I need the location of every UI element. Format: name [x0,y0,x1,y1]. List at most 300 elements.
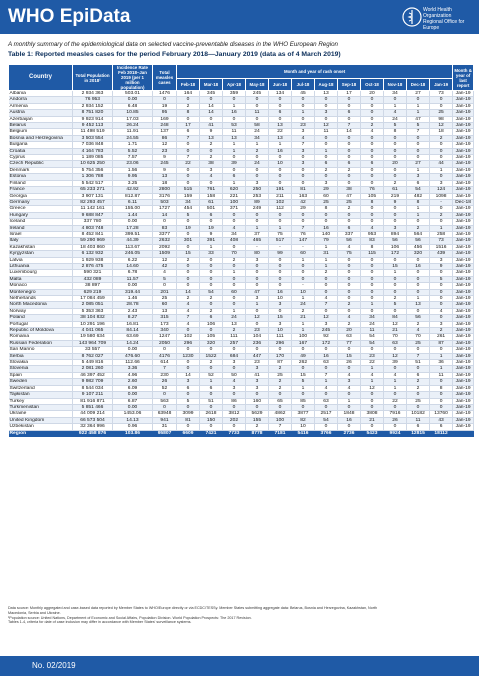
data-cell: 150 [200,417,223,423]
data-cell: 24 [361,321,384,327]
data-cell: 0 [384,97,407,103]
data-cell: 10.85 [113,110,153,116]
data-cell: Jan-19 [453,321,474,327]
data-cell: 2 [200,360,223,366]
data-cell: 37 [246,231,269,237]
data-cell: 3 [292,161,315,167]
data-cell: 3 [430,321,453,327]
data-cell: 0 [200,257,223,263]
data-cell: 100 [269,417,292,423]
data-cell: 0 [430,174,453,180]
data-cell: 0 [246,155,269,161]
data-cell: 60 [315,193,338,199]
data-cell: 76 [292,231,315,237]
data-cell: 1 [361,379,384,385]
data-cell: 1 [246,225,269,231]
data-cell: 49 [292,353,315,359]
data-cell: 0 [384,276,407,282]
data-cell: 1 [223,308,246,314]
data-cell: 0 [361,263,384,269]
data-cell: 245 [246,91,269,97]
data-cell: 2 [200,142,223,148]
data-cell: 0 [246,212,269,218]
data-cell: Jan-19 [453,219,474,225]
data-cell: 26 [384,417,407,423]
data-cell: 1 [292,328,315,334]
data-cell: 0 [223,116,246,122]
data-cell: 0 [246,308,269,314]
data-cell: 0 [223,263,246,269]
data-cell: 0 [223,347,246,353]
data-cell: 12 [315,123,338,129]
data-cell: 0 [223,424,246,430]
data-cell: 0 [338,424,361,430]
data-cell: 4 [315,385,338,391]
data-cell: 65 233 271 [73,187,113,193]
data-cell: 0 [292,212,315,218]
data-cell: 173 [153,321,177,327]
data-cell: 12 [384,353,407,359]
data-cell: 0 [384,148,407,154]
data-cell: Jan-19 [453,257,474,263]
data-cell: Jan-19 [453,270,474,276]
data-cell: 0 [430,296,453,302]
data-cell: 16 [223,110,246,116]
header-month: Feb-18 [177,78,200,90]
data-cell: 26 [153,379,177,385]
data-cell: Jan-19 [453,244,474,250]
data-cell: 0 [223,167,246,173]
data-cell: 1 [315,257,338,263]
data-cell: 137 [153,129,177,135]
data-cell: 1 [292,296,315,302]
data-cell: 2 [200,155,223,161]
data-cell: Jan-19 [453,372,474,378]
data-cell: 2 [430,328,453,334]
data-cell: 83 [153,225,177,231]
data-cell: 345 [200,91,223,97]
data-cell: 315 [153,315,177,321]
data-cell: 63 [338,334,361,340]
data-cell: 5 [177,212,200,218]
data-cell: 54 [315,417,338,423]
data-cell: 0 [200,392,223,398]
country-cell: Azerbaijan [9,116,73,122]
data-cell: 0 [177,263,200,269]
data-cell: 0 [361,180,384,186]
data-cell: 3 [292,129,315,135]
data-cell: 0 [200,180,223,186]
data-cell: 66 573 504 [73,417,113,423]
data-cell: 202 [223,417,246,423]
data-cell: 0 [246,174,269,180]
data-cell: 0.00 [113,219,153,225]
data-cell: 0 [361,404,384,410]
data-cell: 0 [269,103,292,109]
data-cell: 296 [269,340,292,346]
data-cell: 1 [315,244,338,250]
data-cell: Jan-19 [453,129,474,135]
data-cell: 221 [223,193,246,199]
data-cell: 2092 [153,244,177,250]
data-cell: 0 [200,366,223,372]
data-cell: 0 [315,174,338,180]
data-cell: 6.48 [113,103,153,109]
data-cell: 9 [153,155,177,161]
data-cell: 32 364 996 [73,424,113,430]
data-cell: 95 [153,110,177,116]
data-cell: 0 [338,308,361,314]
data-cell: 0 [292,155,315,161]
data-cell: Jan-19 [453,193,474,199]
data-cell: 60 [153,302,177,308]
data-cell: 10 [269,161,292,167]
data-cell: 1 [292,321,315,327]
data-cell: Jan-19 [453,283,474,289]
data-cell: 6 [338,110,361,116]
data-cell: 320 [200,340,223,346]
data-cell: 0 [407,219,430,225]
data-cell: 81 [177,417,200,423]
data-cell: 39 [223,161,246,167]
data-cell: 2 [223,328,246,334]
data-cell: 0 [246,321,269,327]
data-cell: 0 [246,97,269,103]
data-cell: 13 [223,135,246,141]
country-cell: Denmark [9,167,73,173]
data-cell: 34 [223,231,246,237]
data-cell: 2800 [153,187,177,193]
data-cell: 0 [315,404,338,410]
data-cell: 0 [223,97,246,103]
data-cell: 18 [430,129,453,135]
data-cell: 14 [200,103,223,109]
data-cell: Jan-19 [453,302,474,308]
data-cell: 106 [200,321,223,327]
country-cell: North Macedonia [9,302,73,308]
data-cell: 0 [153,347,177,353]
data-cell: 0 [338,296,361,302]
data-cell: 54 [407,187,430,193]
data-cell: 1 [407,103,430,109]
data-cell: 3 503 554 [73,135,113,141]
country-cell: Slovenia [9,366,73,372]
data-cell: Jan-19 [453,238,474,244]
data-cell: 0 [430,302,453,308]
data-cell: 6 [177,129,200,135]
data-cell: 0 [361,270,384,276]
data-cell: 0 [246,276,269,282]
data-cell: 7 036 848 [73,142,113,148]
data-cell: 12 [153,142,177,148]
data-cell: 19 [177,225,200,231]
data-cell: 111 [223,334,246,340]
data-cell: 0 [200,116,223,122]
country-cell: Israel [9,231,73,237]
data-cell: 0 [407,97,430,103]
data-cell: 105 [361,193,384,199]
data-cell: 61 [384,187,407,193]
data-cell: 4 [361,225,384,231]
data-cell: Jan-19 [453,353,474,359]
data-cell: 2 [315,270,338,276]
data-cell: 0 [292,404,315,410]
data-cell: 9 [200,129,223,135]
data-cell: 147 [292,238,315,244]
total-cell [453,430,474,436]
data-cell: 0 [430,219,453,225]
data-cell: 0 [338,103,361,109]
data-cell: 0 [407,366,430,372]
data-cell: 1 [223,103,246,109]
data-cell: 2 [407,385,430,391]
data-cell: Jan-19 [453,296,474,302]
data-cell: 10 [292,424,315,430]
data-cell: 0 [384,347,407,353]
header-total-cases: Total measles cases [153,65,177,91]
data-cell: 0 [338,148,361,154]
data-cell: 0 [200,263,223,269]
data-cell: 14.24 [113,340,153,346]
data-cell: 0 [246,219,269,225]
data-cell: 6 [223,174,246,180]
who-emblem-icon [402,7,422,27]
data-cell: 5 851 466 [73,404,113,410]
data-cell: 2 [315,167,338,173]
data-cell: 3812 [223,411,246,417]
data-cell: 408 [223,238,246,244]
data-cell: 56 [384,238,407,244]
data-cell: 0 [384,174,407,180]
data-cell: 70 [407,334,430,340]
data-cell: 65 [269,398,292,404]
data-cell: 1 [407,167,430,173]
data-cell: 0 [338,97,361,103]
data-cell: 359 [223,91,246,97]
data-cell: 13 [153,308,177,314]
data-cell: 11 [361,328,384,334]
data-cell: 45 [292,91,315,97]
data-cell: 4 [177,321,200,327]
data-cell: 245 [153,161,177,167]
data-cell: 0 [338,219,361,225]
data-cell: 14 [200,110,223,116]
data-cell: 6 [200,385,223,391]
table-total-row [9,430,474,436]
data-cell: 41 [246,372,269,378]
data-cell: 6.22 [113,257,153,263]
country-cell: Slovakia [9,360,73,366]
data-cell: 8 [430,385,453,391]
data-cell: 629 219 [73,289,113,295]
data-cell: 563 [153,398,177,404]
data-cell: 17.03 [113,116,153,122]
data-cell: 0.00 [113,347,153,353]
data-cell: 0 [315,289,338,295]
data-cell: 5 449 816 [73,360,113,366]
data-cell: 1516 [430,244,453,250]
data-cell: 12 [384,321,407,327]
data-cell: 0 [269,276,292,282]
data-cell: 0 [338,347,361,353]
data-cell: 5 [384,123,407,129]
data-cell: 0 [153,97,177,103]
data-cell: 0 [338,263,361,269]
data-cell: 258 [430,231,453,237]
data-cell: 100 [292,334,315,340]
data-cell: 16 [338,417,361,423]
data-cell: 7 [407,353,430,359]
data-cell: 0 [384,212,407,218]
data-cell: 0 [269,212,292,218]
data-cell: Jan-19 [453,263,474,269]
data-cell: 261 [430,334,453,340]
data-cell: 172 [315,340,338,346]
data-cell: 8 [315,206,338,212]
data-cell: 4.96 [113,372,153,378]
data-cell: 2 [269,385,292,391]
data-cell: 11 [430,372,453,378]
data-cell: 2 [384,296,407,302]
data-cell: 0 [361,392,384,398]
data-cell: 10 291 196 [73,321,113,327]
data-cell: 2 934 363 [73,91,113,97]
data-cell: 15 [177,251,200,257]
data-cell: 20 [338,328,361,334]
data-cell: 34 [246,135,269,141]
data-cell: 6 [407,424,430,430]
data-cell: 0 [292,263,315,269]
data-cell: 20 [361,91,384,97]
country-cell: Lithuania [9,263,73,269]
data-cell: 6 [177,385,200,391]
data-cell: 1230 [177,353,200,359]
data-cell: 320 [407,251,430,257]
data-cell: 86 [153,135,177,141]
data-cell: 42.92 [113,187,153,193]
data-cell: 9 982 709 [73,379,113,385]
data-cell: - [246,244,269,250]
data-cell: - [292,283,315,289]
data-cell: 0 [177,142,200,148]
country-cell: Sweden [9,379,73,385]
data-cell: 7 [292,142,315,148]
data-cell: 4 [407,328,430,334]
data-cell: 70 [223,251,246,257]
data-cell: Jan-19 [453,276,474,282]
data-cell: 1 [269,225,292,231]
data-cell: 9 [153,167,177,173]
data-cell: 1 [246,142,269,148]
header-onset-group: Month and year of rash onset [177,65,453,79]
data-cell: 432 089 [73,276,113,282]
data-cell: 0 [384,424,407,430]
data-cell: 113.67 [113,244,153,250]
data-cell: 33 557 [73,347,113,353]
data-cell: 0 [430,97,453,103]
data-cell: 3 [315,110,338,116]
data-cell: 63.69 [113,334,153,340]
data-cell: Jan-19 [453,155,474,161]
data-cell: 47 [338,193,361,199]
country-cell: Poland [9,315,73,321]
data-cell: 0 [246,116,269,122]
data-cell: 25 [315,199,338,205]
data-cell: 12 [246,315,269,321]
data-cell: 2 [200,296,223,302]
data-cell: Jan-19 [453,328,474,334]
data-cell: 44.39 [113,238,153,244]
data-cell: 0 [407,155,430,161]
data-cell: 51 [407,360,430,366]
data-cell: 1 [384,103,407,109]
data-cell: 163 [292,193,315,199]
data-cell: 0 [269,97,292,103]
data-cell: 13 [200,135,223,141]
data-cell: Jan-19 [453,97,474,103]
data-cell: 13 [223,321,246,327]
data-cell: 81 916 871 [73,398,113,404]
data-cell: 0 [315,392,338,398]
data-cell: 0 [269,347,292,353]
total-cell: 103.86 [113,430,153,436]
data-cell: 54 [361,340,384,346]
data-cell: 25 [430,110,453,116]
data-cell: 0 [246,167,269,173]
total-cell: 922 458 876 [73,430,113,436]
data-cell: 0 [223,155,246,161]
data-cell: 82 [292,417,315,423]
data-cell: 7 [407,129,430,135]
data-cell: 0 [200,270,223,276]
data-cell: 0.00 [113,404,153,410]
data-cell: 2 [430,135,453,141]
data-cell: 0 [177,167,200,173]
data-cell: 7.57 [113,155,153,161]
data-cell: 0 [407,347,430,353]
country-cell: Republic of Moldova [9,328,73,334]
data-cell: 25 [269,372,292,378]
org-line: Europe [423,25,440,31]
data-cell: Jan-19 [453,398,474,404]
data-cell: 0 [269,263,292,269]
country-cell: Belarus [9,123,73,129]
data-cell: 100 [223,199,246,205]
data-cell: 5 [430,276,453,282]
header-month: Mar-18 [200,78,223,90]
data-cell: 11.57 [113,276,153,282]
header-country: Country [9,65,73,91]
data-cell: 2 [292,308,315,314]
data-cell: 7 [315,372,338,378]
data-cell: - [430,199,453,205]
data-cell: 4 [153,270,177,276]
data-cell: 2 [430,212,453,218]
data-cell: 19 [200,225,223,231]
data-cell: 56 [407,315,430,321]
data-cell: 0 [338,366,361,372]
data-cell: 0 [200,148,223,154]
data-cell: 340 [153,328,177,334]
data-cell: 27 [407,91,430,97]
data-cell: 23.06 [113,161,153,167]
data-cell: 4176 [153,353,177,359]
data-cell: - [269,244,292,250]
data-cell: 3 [338,379,361,385]
data-cell: 1 [246,302,269,308]
data-cell: 0 [246,392,269,398]
total-cell: 5423 [361,430,384,436]
